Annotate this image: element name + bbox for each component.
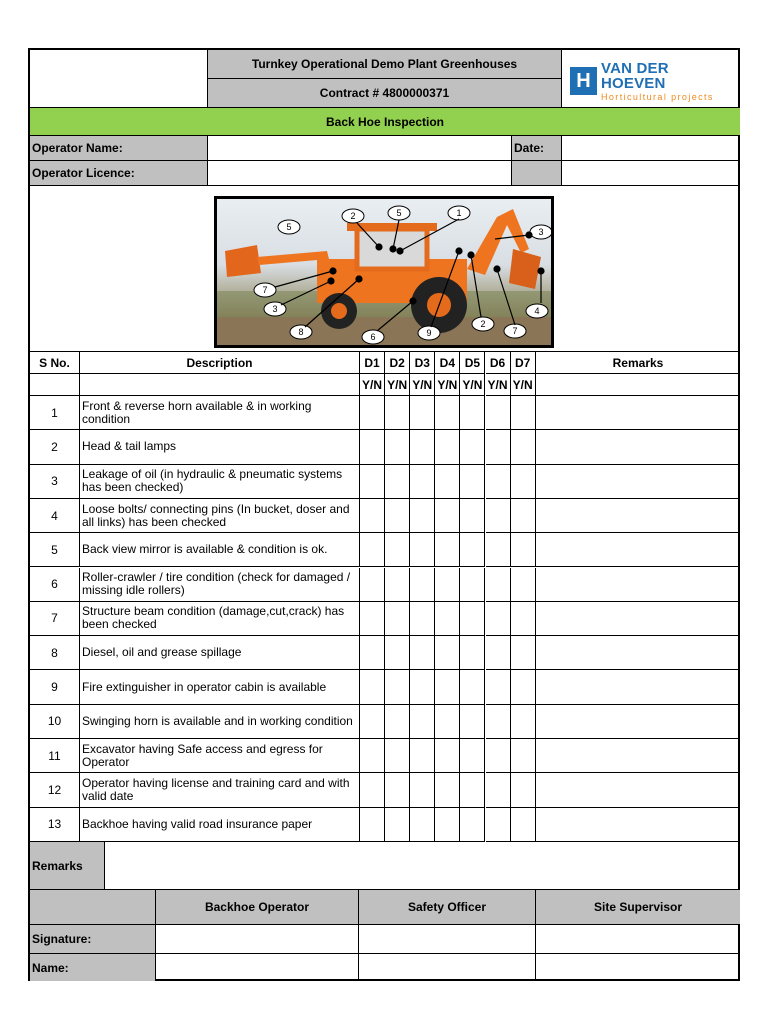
check-cell-d5[interactable] bbox=[460, 602, 485, 636]
check-cell-d5[interactable] bbox=[460, 705, 485, 739]
check-cell-d6[interactable] bbox=[486, 465, 511, 499]
check-cell-d1[interactable] bbox=[360, 773, 385, 807]
check-cell-d5[interactable] bbox=[460, 568, 485, 602]
yn-label-d3: Y/N bbox=[410, 374, 435, 396]
row-number: 2 bbox=[30, 430, 80, 464]
yn-label-d2: Y/N bbox=[385, 374, 410, 396]
row-description: Back view mirror is available & condition is ok. bbox=[80, 533, 360, 567]
col-header-d1: D1 bbox=[360, 352, 385, 374]
check-cell-d1[interactable] bbox=[360, 465, 385, 499]
check-cell-d5[interactable] bbox=[460, 533, 485, 567]
date-field[interactable] bbox=[562, 136, 740, 161]
check-cell-d1[interactable] bbox=[360, 808, 385, 842]
logo-subtitle: Horticultural projects bbox=[601, 91, 714, 102]
check-cell-d3[interactable] bbox=[410, 670, 435, 704]
check-cell-d5[interactable] bbox=[460, 808, 485, 842]
operator-licence-field[interactable] bbox=[208, 161, 512, 186]
check-cell-d2[interactable] bbox=[385, 465, 410, 499]
contract-number: Contract # 4800000371 bbox=[208, 79, 562, 108]
row-remarks-field[interactable] bbox=[536, 636, 740, 670]
header-blank-cell bbox=[30, 50, 208, 108]
row-description: Head & tail lamps bbox=[80, 430, 360, 464]
callout-8: 8 bbox=[298, 327, 304, 337]
check-cell-d1[interactable] bbox=[360, 602, 385, 636]
name-label: Name: bbox=[30, 954, 156, 981]
col-header-d5: D5 bbox=[460, 352, 485, 374]
remarks-field[interactable] bbox=[105, 842, 740, 890]
check-cell-d4[interactable] bbox=[435, 465, 460, 499]
check-cell-d3[interactable] bbox=[410, 465, 435, 499]
row-remarks-field[interactable] bbox=[536, 670, 740, 704]
check-cell-d2[interactable] bbox=[385, 773, 410, 807]
row-description: Excavator having Safe access and egress for Operator bbox=[80, 739, 360, 773]
check-cell-d6[interactable] bbox=[486, 773, 511, 807]
row-description: Front & reverse horn available & in working condition bbox=[80, 396, 360, 430]
check-cell-d7[interactable] bbox=[511, 739, 536, 773]
check-cell-d3[interactable] bbox=[410, 602, 435, 636]
name-supervisor-field[interactable] bbox=[536, 954, 740, 981]
check-cell-d6[interactable] bbox=[486, 602, 511, 636]
check-cell-d4[interactable] bbox=[435, 396, 460, 430]
callout-7b: 7 bbox=[512, 326, 518, 336]
check-cell-d3[interactable] bbox=[410, 808, 435, 842]
check-cell-d3[interactable] bbox=[410, 773, 435, 807]
check-cell-d7[interactable] bbox=[511, 808, 536, 842]
callout-1: 1 bbox=[456, 208, 462, 218]
operator-name-label: Operator Name: bbox=[30, 136, 208, 161]
check-cell-d1[interactable] bbox=[360, 533, 385, 567]
check-cell-d2[interactable] bbox=[385, 430, 410, 464]
logo-name: VAN DER HOEVEN bbox=[601, 59, 669, 92]
check-cell-d5[interactable] bbox=[460, 430, 485, 464]
callout-4: 4 bbox=[534, 306, 540, 316]
row-description: Structure beam condition (damage,cut,crack) has been checked bbox=[80, 602, 360, 636]
check-cell-d4[interactable] bbox=[435, 430, 460, 464]
yn-label-d7: Y/N bbox=[511, 374, 536, 396]
row-description: Roller-crawler / tire condition (check for damaged / missing idle rollers) bbox=[80, 568, 360, 602]
row-remarks-field[interactable] bbox=[536, 773, 740, 807]
signature-supervisor-field[interactable] bbox=[536, 925, 740, 954]
yn-row-blank bbox=[30, 374, 80, 396]
check-cell-d7[interactable] bbox=[511, 465, 536, 499]
callout-3b: 3 bbox=[272, 304, 278, 314]
row-remarks-field[interactable] bbox=[536, 808, 740, 842]
check-cell-d5[interactable] bbox=[460, 465, 485, 499]
logo-h-icon: H bbox=[570, 67, 597, 95]
check-cell-d2[interactable] bbox=[385, 636, 410, 670]
row-number: 13 bbox=[30, 808, 80, 842]
check-cell-d5[interactable] bbox=[460, 636, 485, 670]
check-cell-d6[interactable] bbox=[486, 396, 511, 430]
yn-label-d5: Y/N bbox=[460, 374, 485, 396]
signoff-corner bbox=[30, 890, 156, 925]
company-logo bbox=[570, 59, 732, 102]
check-cell-d6[interactable] bbox=[486, 533, 511, 567]
col-header-d2: D2 bbox=[385, 352, 410, 374]
callout-5: 5 bbox=[396, 208, 402, 218]
check-cell-d7[interactable] bbox=[511, 430, 536, 464]
check-cell-d1[interactable] bbox=[360, 568, 385, 602]
yn-label-d1: Y/N bbox=[360, 374, 385, 396]
check-cell-d6[interactable] bbox=[486, 499, 511, 533]
signature-safety-field[interactable] bbox=[359, 925, 536, 954]
row-description: Swinging horn is available and in working condition bbox=[80, 705, 360, 739]
col-header-d6: D6 bbox=[486, 352, 511, 374]
role-backhoe-operator: Backhoe Operator bbox=[156, 890, 359, 925]
check-cell-d2[interactable] bbox=[385, 670, 410, 704]
row-description: Leakage of oil (in hydraulic & pneumatic systems has been checked) bbox=[80, 465, 360, 499]
row-remarks-field[interactable] bbox=[536, 430, 740, 464]
form-title: Back Hoe Inspection bbox=[30, 108, 740, 136]
check-cell-d3[interactable] bbox=[410, 430, 435, 464]
check-cell-d7[interactable] bbox=[511, 533, 536, 567]
callout-7: 7 bbox=[262, 285, 268, 295]
licence-spacer bbox=[512, 161, 562, 186]
row-number: 7 bbox=[30, 602, 80, 636]
row-number: 11 bbox=[30, 739, 80, 773]
date-label: Date: bbox=[512, 136, 562, 161]
row-number: 12 bbox=[30, 773, 80, 807]
operator-name-field[interactable] bbox=[208, 136, 512, 161]
col-header-description: Description bbox=[80, 352, 360, 374]
check-cell-d6[interactable] bbox=[486, 636, 511, 670]
yn-label-d4: Y/N bbox=[435, 374, 460, 396]
row-description: Operator having license and training card and with valid date bbox=[80, 773, 360, 807]
check-cell-d4[interactable] bbox=[435, 705, 460, 739]
check-cell-d7[interactable] bbox=[511, 636, 536, 670]
check-cell-d7[interactable] bbox=[511, 499, 536, 533]
check-cell-d2[interactable] bbox=[385, 705, 410, 739]
callout-2: 2 bbox=[350, 211, 356, 221]
inspection-form bbox=[28, 48, 740, 981]
check-cell-d4[interactable] bbox=[435, 533, 460, 567]
yn-row-blank bbox=[536, 374, 740, 396]
check-cell-d3[interactable] bbox=[410, 568, 435, 602]
check-cell-d2[interactable] bbox=[385, 808, 410, 842]
col-header-d7: D7 bbox=[511, 352, 536, 374]
check-cell-d2[interactable] bbox=[385, 739, 410, 773]
row-description: Loose bolts/ connecting pins (In bucket, doser and all links) has been checked bbox=[80, 499, 360, 533]
check-cell-d5[interactable] bbox=[460, 396, 485, 430]
row-description: Fire extinguisher in operator cabin is available bbox=[80, 670, 360, 704]
check-cell-d2[interactable] bbox=[385, 602, 410, 636]
row-remarks-field[interactable] bbox=[536, 533, 740, 567]
row-number: 9 bbox=[30, 670, 80, 704]
signature-label: Signature: bbox=[30, 925, 156, 954]
check-cell-d7[interactable] bbox=[511, 670, 536, 704]
check-cell-d3[interactable] bbox=[410, 739, 435, 773]
row-number: 5 bbox=[30, 533, 80, 567]
check-cell-d6[interactable] bbox=[486, 670, 511, 704]
check-cell-d5[interactable] bbox=[460, 773, 485, 807]
yn-row-blank bbox=[80, 374, 360, 396]
row-remarks-field[interactable] bbox=[536, 499, 740, 533]
check-cell-d3[interactable] bbox=[410, 705, 435, 739]
row-number: 10 bbox=[30, 705, 80, 739]
check-cell-d4[interactable] bbox=[435, 670, 460, 704]
col-header-sno: S No. bbox=[30, 352, 80, 374]
check-cell-d1[interactable] bbox=[360, 705, 385, 739]
backhoe-photo bbox=[214, 196, 554, 348]
col-header-d3: D3 bbox=[410, 352, 435, 374]
check-cell-d7[interactable] bbox=[511, 773, 536, 807]
project-title: Turnkey Operational Demo Plant Greenhouses bbox=[208, 50, 562, 79]
row-remarks-field[interactable] bbox=[536, 602, 740, 636]
row-remarks-field[interactable] bbox=[536, 568, 740, 602]
callout-9: 9 bbox=[426, 328, 432, 338]
row-remarks-field[interactable] bbox=[536, 465, 740, 499]
remarks-label: Remarks bbox=[30, 842, 105, 890]
row-remarks-field[interactable] bbox=[536, 705, 740, 739]
check-cell-d1[interactable] bbox=[360, 396, 385, 430]
name-operator-field[interactable] bbox=[156, 954, 359, 981]
row-number: 4 bbox=[30, 499, 80, 533]
check-cell-d4[interactable] bbox=[435, 602, 460, 636]
callout-5b: 5 bbox=[286, 222, 292, 232]
check-cell-d2[interactable] bbox=[385, 568, 410, 602]
check-cell-d4[interactable] bbox=[435, 773, 460, 807]
check-cell-d7[interactable] bbox=[511, 705, 536, 739]
check-cell-d3[interactable] bbox=[410, 499, 435, 533]
callout-2b: 2 bbox=[480, 319, 486, 329]
col-header-d4: D4 bbox=[435, 352, 460, 374]
check-cell-d1[interactable] bbox=[360, 430, 385, 464]
check-cell-d4[interactable] bbox=[435, 636, 460, 670]
check-cell-d7[interactable] bbox=[511, 602, 536, 636]
role-site-supervisor: Site Supervisor bbox=[536, 890, 740, 925]
check-cell-d3[interactable] bbox=[410, 533, 435, 567]
check-cell-d6[interactable] bbox=[486, 568, 511, 602]
check-cell-d1[interactable] bbox=[360, 739, 385, 773]
row-description: Backhoe having valid road insurance paper bbox=[80, 808, 360, 842]
signature-operator-field[interactable] bbox=[156, 925, 359, 954]
check-cell-d2[interactable] bbox=[385, 533, 410, 567]
check-cell-d6[interactable] bbox=[486, 739, 511, 773]
name-safety-field[interactable] bbox=[359, 954, 536, 981]
row-number: 6 bbox=[30, 568, 80, 602]
check-cell-d5[interactable] bbox=[460, 739, 485, 773]
col-header-remarks: Remarks bbox=[536, 352, 740, 374]
callout-3: 3 bbox=[538, 227, 544, 237]
check-cell-d7[interactable] bbox=[511, 568, 536, 602]
callout-6: 6 bbox=[370, 332, 376, 342]
row-remarks-field[interactable] bbox=[536, 396, 740, 430]
operator-licence-label: Operator Licence: bbox=[30, 161, 208, 186]
check-cell-d5[interactable] bbox=[460, 499, 485, 533]
check-cell-d3[interactable] bbox=[410, 636, 435, 670]
check-cell-d2[interactable] bbox=[385, 499, 410, 533]
check-cell-d6[interactable] bbox=[486, 808, 511, 842]
check-cell-d1[interactable] bbox=[360, 636, 385, 670]
check-cell-d4[interactable] bbox=[435, 499, 460, 533]
check-cell-d7[interactable] bbox=[511, 396, 536, 430]
row-remarks-field[interactable] bbox=[536, 739, 740, 773]
role-safety-officer: Safety Officer bbox=[359, 890, 536, 925]
check-cell-d6[interactable] bbox=[486, 705, 511, 739]
check-cell-d4[interactable] bbox=[435, 568, 460, 602]
check-cell-d1[interactable] bbox=[360, 499, 385, 533]
licence-extra-field[interactable] bbox=[562, 161, 740, 186]
row-number: 1 bbox=[30, 396, 80, 430]
check-cell-d1[interactable] bbox=[360, 670, 385, 704]
row-number: 8 bbox=[30, 636, 80, 670]
check-cell-d4[interactable] bbox=[435, 739, 460, 773]
check-cell-d2[interactable] bbox=[385, 396, 410, 430]
check-cell-d4[interactable] bbox=[435, 808, 460, 842]
row-description: Diesel, oil and grease spillage bbox=[80, 636, 360, 670]
yn-label-d6: Y/N bbox=[486, 374, 511, 396]
row-number: 3 bbox=[30, 465, 80, 499]
check-cell-d6[interactable] bbox=[486, 430, 511, 464]
check-cell-d3[interactable] bbox=[410, 396, 435, 430]
check-cell-d5[interactable] bbox=[460, 670, 485, 704]
